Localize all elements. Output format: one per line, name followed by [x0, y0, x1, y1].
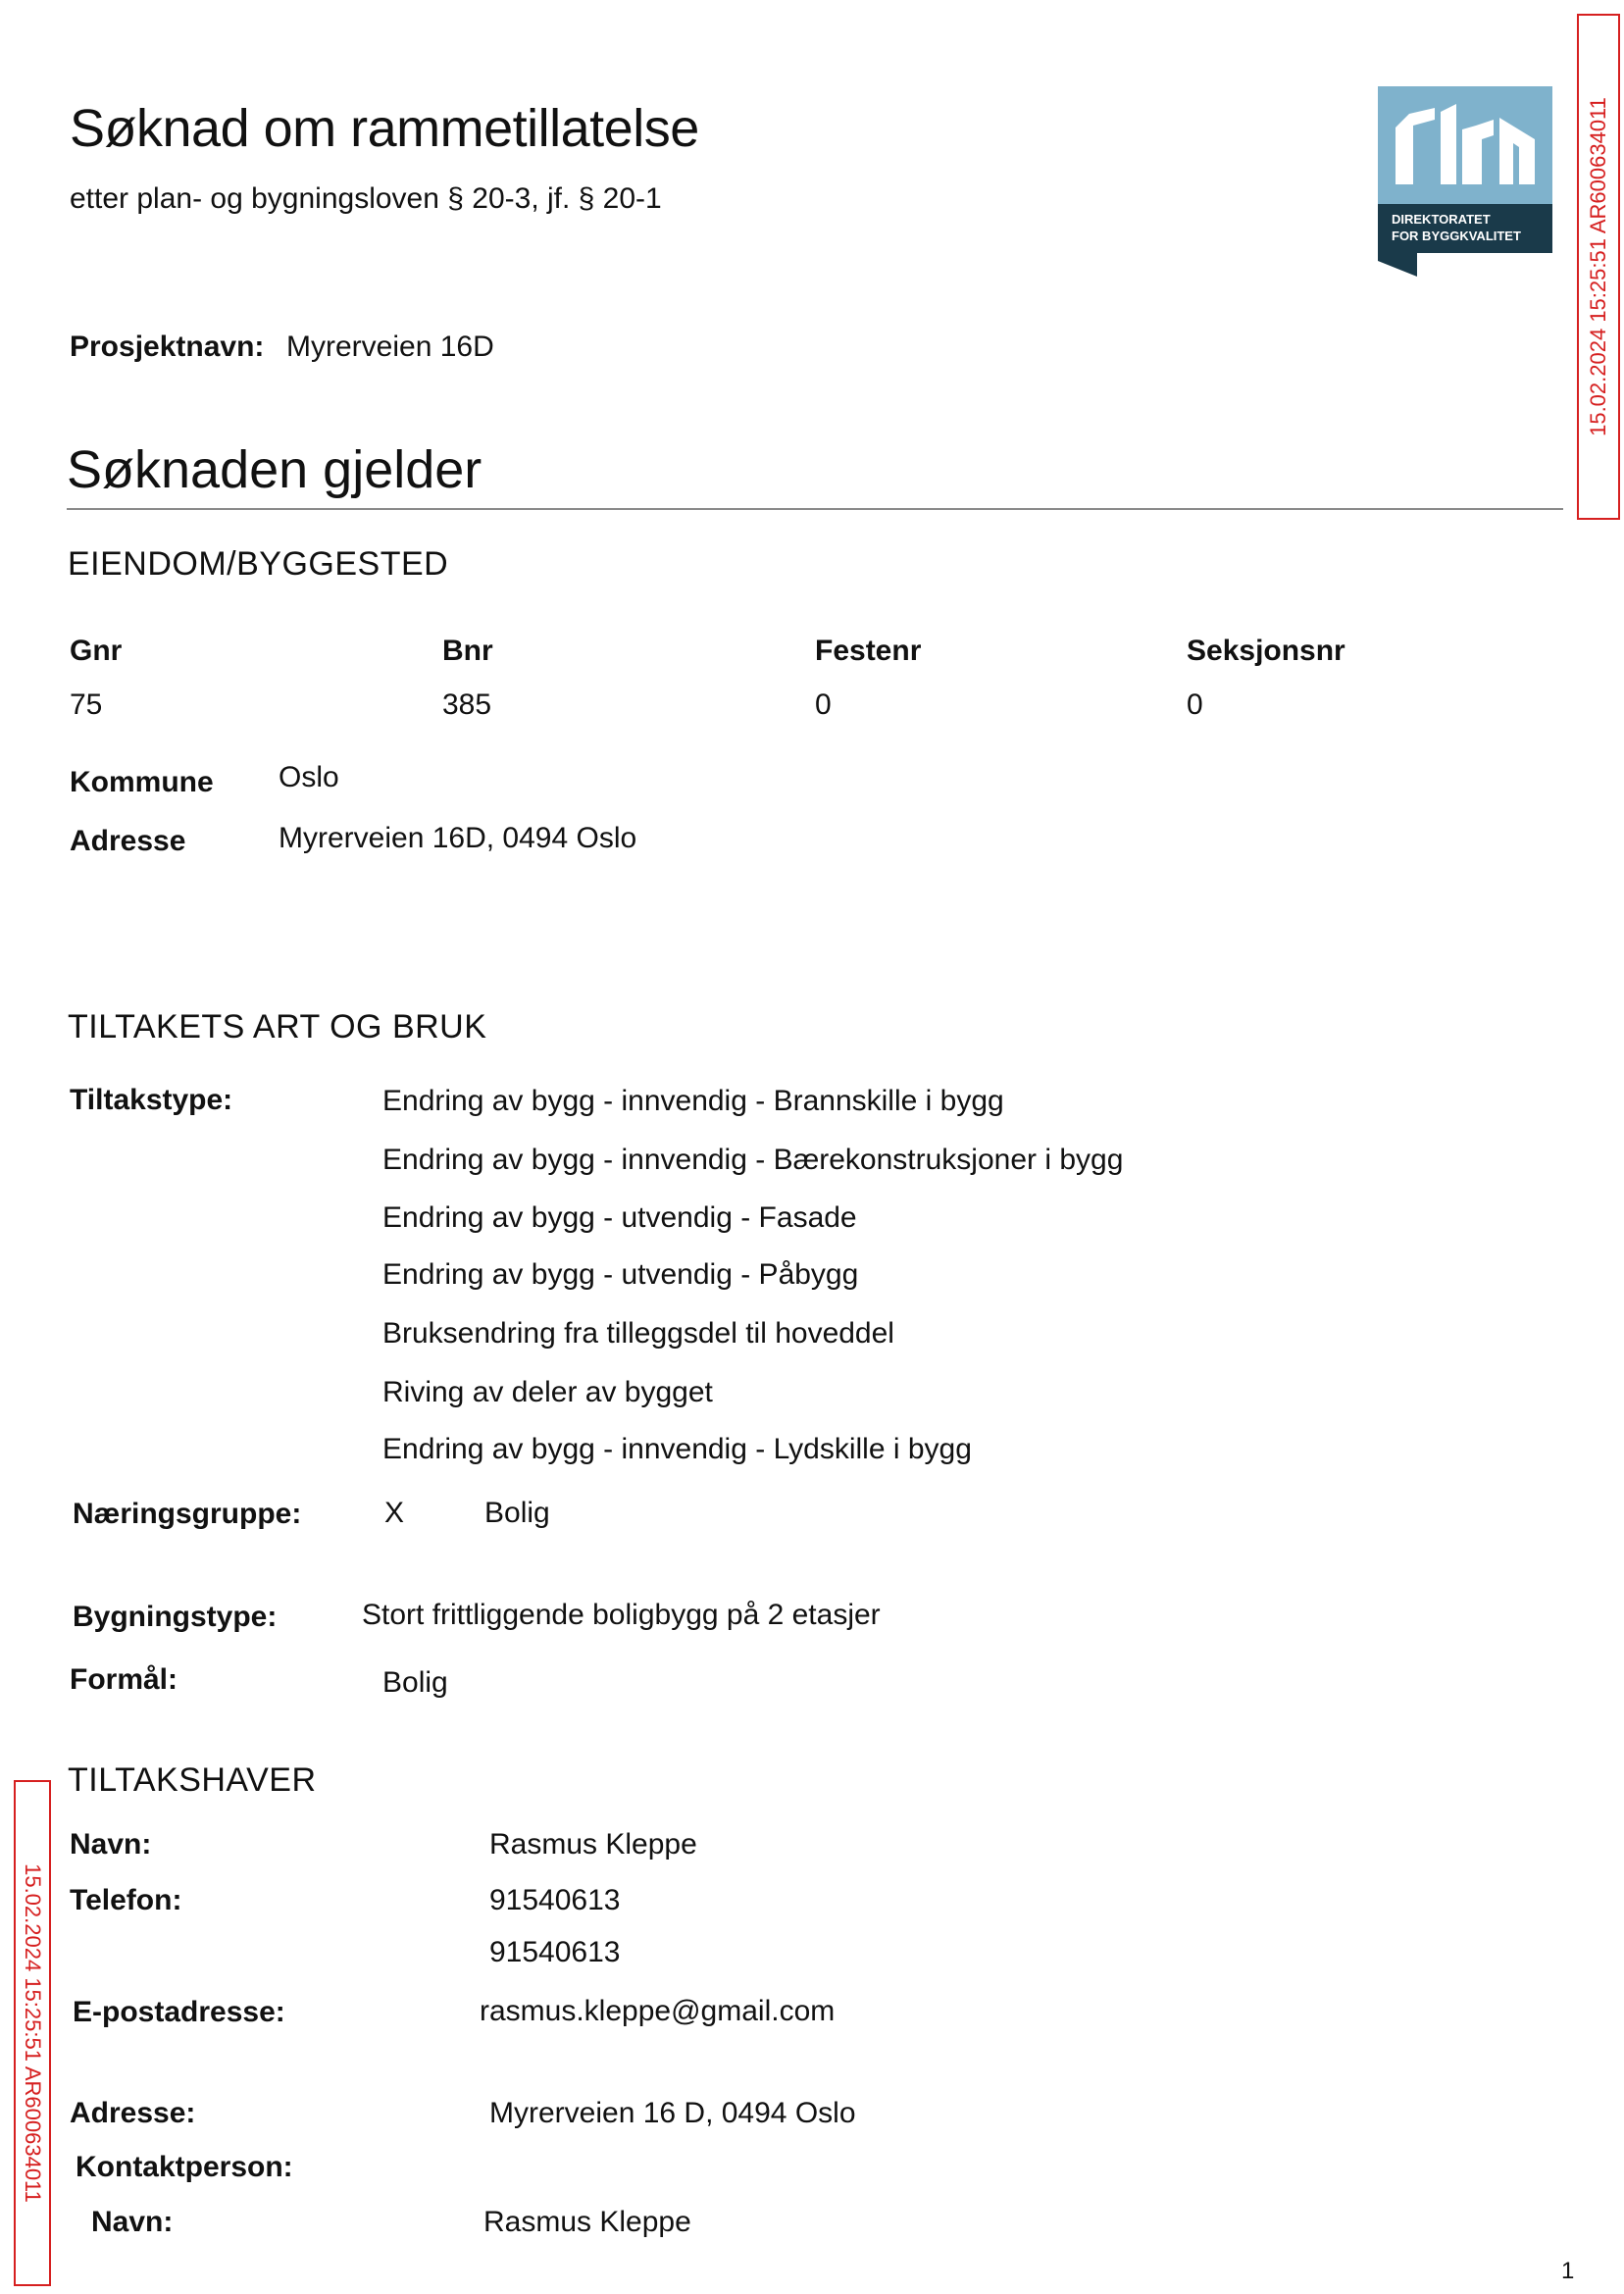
tiltakshaver-navn-value: Rasmus Kleppe: [489, 1828, 697, 1861]
naeringsgruppe-label: Næringsgruppe:: [73, 1498, 302, 1530]
stamp-text: 15.02.2024 15:25:51 AR600634011: [1586, 97, 1610, 436]
tiltakshaver-adresse-value: Myrerveien 16 D, 0494 Oslo: [489, 2097, 856, 2129]
festenr-label: Festenr: [815, 635, 922, 667]
seksjonsnr-label: Seksjonsnr: [1187, 635, 1345, 667]
kontaktperson-navn-value: Rasmus Kleppe: [483, 2206, 691, 2238]
bnr-value: 385: [442, 688, 492, 721]
tiltakstype-item: Endring av bygg - innvendig - Bærekonstruksjoner i bygg: [382, 1144, 1124, 1176]
bygningstype-label: Bygningstype:: [73, 1601, 278, 1633]
telefon-value: 91540613: [489, 1936, 621, 1968]
tiltakstype-item: Endring av bygg - utvendig - Fasade: [382, 1201, 857, 1234]
naeringsgruppe-value: Bolig: [484, 1497, 550, 1529]
seksjonsnr-value: 0: [1187, 688, 1203, 721]
gnr-value: 75: [70, 688, 103, 721]
project-name-label: Prosjektnavn:: [70, 331, 265, 363]
property-heading: EIENDOM/BYGGESTED: [68, 545, 449, 583]
telefon-label: Telefon:: [70, 1884, 182, 1916]
tiltakstype-item: Riving av deler av bygget: [382, 1376, 713, 1408]
kontaktperson-navn-label: Navn:: [91, 2206, 174, 2238]
tiltakshaver-heading: TILTAKSHAVER: [68, 1761, 317, 1799]
gnr-label: Gnr: [70, 635, 123, 667]
formal-label: Formål:: [70, 1663, 178, 1696]
document-subtitle: etter plan- og bygningsloven § 20-3, jf. § 20-1: [70, 182, 662, 215]
formal-value: Bolig: [382, 1666, 448, 1699]
tiltakstype-item: Endring av bygg - innvendig - Brannskille i bygg: [382, 1085, 1004, 1117]
section-title: Søknaden gjelder: [67, 440, 482, 499]
bygningstype-value: Stort frittliggende boligbygg på 2 etasjer: [362, 1599, 881, 1631]
dibk-logo-icon: [1378, 86, 1552, 277]
logo-line2: FOR BYGGKVALITET: [1392, 229, 1521, 243]
festenr-value: 0: [815, 688, 832, 721]
bnr-label: Bnr: [442, 635, 493, 667]
kontaktperson-label: Kontaktperson:: [76, 2151, 293, 2183]
dibk-logo: [1378, 86, 1552, 277]
naeringsgruppe-code: X: [384, 1497, 405, 1529]
adresse-value: Myrerveien 16D, 0494 Oslo: [279, 822, 637, 854]
tiltakstype-item: Bruksendring fra tilleggsdel til hoveddel: [382, 1317, 894, 1350]
tiltakstype-item: Endring av bygg - innvendig - Lydskille i bygg: [382, 1433, 972, 1465]
registration-stamp-left: [14, 1780, 51, 2286]
tiltak-heading: TILTAKETS ART OG BRUK: [68, 1008, 487, 1045]
adresse-label: Adresse: [70, 825, 186, 857]
epost-label: E-postadresse:: [73, 1996, 285, 2028]
kommune-value: Oslo: [279, 761, 339, 793]
logo-line1: DIREKTORATET: [1392, 212, 1491, 227]
document-title: Søknad om rammetillatelse: [70, 99, 699, 158]
telefon-value: 91540613: [489, 1884, 621, 1916]
tiltakshaver-navn-label: Navn:: [70, 1828, 152, 1861]
tiltakshaver-adresse-label: Adresse:: [70, 2097, 196, 2129]
stamp-text: 15.02.2024 15:25:51 AR600634011: [21, 1863, 45, 2203]
section-divider: [67, 508, 1563, 510]
page-number: 1: [1561, 2258, 1575, 2284]
registration-stamp-top: [1577, 14, 1620, 520]
tiltakstype-item: Endring av bygg - utvendig - Påbygg: [382, 1258, 859, 1291]
epost-value: rasmus.kleppe@gmail.com: [480, 1995, 836, 2027]
kommune-label: Kommune: [70, 766, 214, 798]
project-name-value: Myrerveien 16D: [286, 331, 494, 363]
tiltakstype-label: Tiltakstype:: [70, 1084, 233, 1116]
